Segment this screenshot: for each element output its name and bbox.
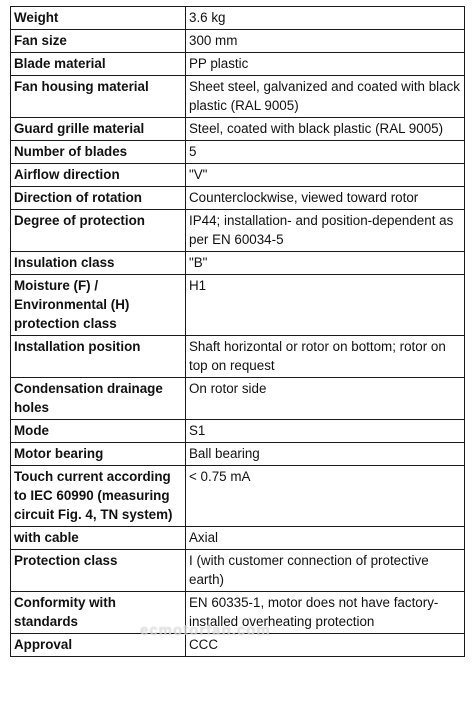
row-label: Blade material bbox=[11, 53, 186, 76]
row-label: Fan size bbox=[11, 30, 186, 53]
spec-table bbox=[10, 6, 465, 657]
watermark: ecmotorfan.com bbox=[140, 622, 271, 639]
row-value: Shaft horizontal or rotor on bottom; rotor on top on request bbox=[186, 336, 465, 378]
row-value: Counterclockwise, viewed toward rotor bbox=[186, 187, 465, 210]
row-label: Airflow direction bbox=[11, 164, 186, 187]
row-label: Touch current according to IEC 60990 (measuring circuit Fig. 4, TN system) bbox=[11, 466, 186, 527]
table-row bbox=[11, 592, 465, 634]
row-label: Condensation drainage holes bbox=[11, 378, 186, 420]
row-value: 3.6 kg bbox=[186, 7, 465, 30]
row-value: CCC bbox=[186, 634, 465, 657]
row-value: On rotor side bbox=[186, 378, 465, 420]
row-label: Number of blades bbox=[11, 141, 186, 164]
row-value: EN 60335-1, motor does not have factory-installed overheating protection bbox=[186, 592, 465, 634]
table-row bbox=[11, 187, 465, 210]
row-value: Ball bearing bbox=[186, 443, 465, 466]
row-value: "V" bbox=[186, 164, 465, 187]
table-row bbox=[11, 527, 465, 550]
row-value: 5 bbox=[186, 141, 465, 164]
row-value: < 0.75 mA bbox=[186, 466, 465, 527]
row-value: IP44; installation- and position-dependent as per EN 60034-5 bbox=[186, 210, 465, 252]
spec-sheet bbox=[10, 6, 465, 657]
row-value: Steel, coated with black plastic (RAL 9005) bbox=[186, 118, 465, 141]
table-row bbox=[11, 443, 465, 466]
row-value: I (with customer connection of protective earth) bbox=[186, 550, 465, 592]
row-label: Insulation class bbox=[11, 252, 186, 275]
row-value: H1 bbox=[186, 275, 465, 336]
row-label: Weight bbox=[11, 7, 186, 30]
table-row bbox=[11, 466, 465, 527]
table-row bbox=[11, 118, 465, 141]
row-value: S1 bbox=[186, 420, 465, 443]
table-row bbox=[11, 252, 465, 275]
row-label: Motor bearing bbox=[11, 443, 186, 466]
row-label: Moisture (F) / Environmental (H) protection class bbox=[11, 275, 186, 336]
table-row bbox=[11, 141, 465, 164]
spec-table-body bbox=[11, 7, 465, 657]
table-row bbox=[11, 634, 465, 657]
row-value: "B" bbox=[186, 252, 465, 275]
row-label: Fan housing material bbox=[11, 76, 186, 118]
row-label: Installation position bbox=[11, 336, 186, 378]
row-label: Direction of rotation bbox=[11, 187, 186, 210]
table-row bbox=[11, 550, 465, 592]
row-label: Guard grille material bbox=[11, 118, 186, 141]
table-row bbox=[11, 76, 465, 118]
row-value: PP plastic bbox=[186, 53, 465, 76]
row-label: Approval bbox=[11, 634, 186, 657]
table-row bbox=[11, 53, 465, 76]
table-row bbox=[11, 164, 465, 187]
row-label: Mode bbox=[11, 420, 186, 443]
table-row bbox=[11, 275, 465, 336]
row-label: Protection class bbox=[11, 550, 186, 592]
row-value: 300 mm bbox=[186, 30, 465, 53]
row-label: Degree of protection bbox=[11, 210, 186, 252]
row-value: Sheet steel, galvanized and coated with black plastic (RAL 9005) bbox=[186, 76, 465, 118]
table-row bbox=[11, 378, 465, 420]
table-row bbox=[11, 336, 465, 378]
table-row bbox=[11, 30, 465, 53]
row-value: Axial bbox=[186, 527, 465, 550]
row-label: Conformity with standards bbox=[11, 592, 186, 634]
row-label: with cable bbox=[11, 527, 186, 550]
table-row bbox=[11, 210, 465, 252]
table-row bbox=[11, 420, 465, 443]
table-row bbox=[11, 7, 465, 30]
